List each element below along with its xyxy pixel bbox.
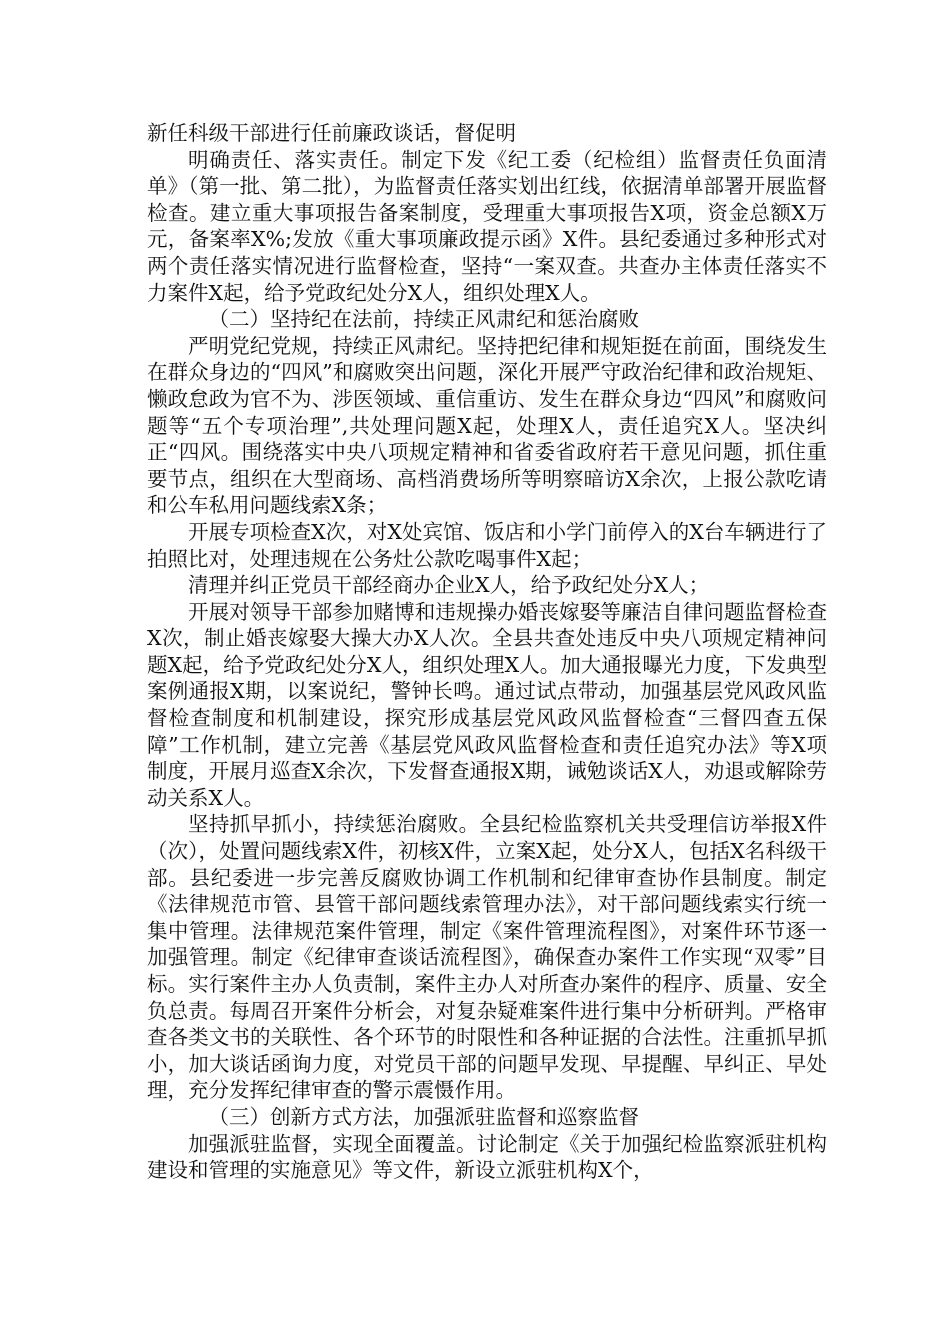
paragraph-1: 明确责任、落实责任。制定下发《纪工委（纪检组）监督责任负面清单》（第一批、第二批），为监督责任落实划出红线，依据清单部署开展监督检查。建立重大事项报告备案制度，受理重大事项报告X项，资金总额X万元，备案率X%;发放《重大事项廉政提示函》X件。县纪委通过多种形式对两个责任落实情况进行监督检查，坚持“一案双查。共查办主体责任落实不力案件X起，给予党政纪处分X人，组织处理X人。 (147, 147, 827, 305)
document-page (147, 120, 827, 1184)
paragraph-5: 清理并纠正党员干部经商办企业X人，给予政纪处分X人； (188, 573, 710, 598)
paragraph-6: 开展对领导干部参加赌博和违规操办婚丧嫁娶等廉洁自律问题监督检查X次，制止婚丧嫁娶大操大办X人次。全县共查处违反中央八项规定精神问题X起，给予党政纪处分X人，组织处理X人。加大通报曝光力度，下发典型案例通报X期，以案说纪，警钟长鸣。通过试点带动，加强基层党风政风监督检查制度和机制建设，探究形成基层党风政风监督检查“三督四查五保障”工作机制，建立完善《基层党风政风监督检查和责任追究办法》等X项制度，开展月巡查X余次，下发督查通报X期，诫勉谈话X人，劝退或解除劳动关系X人。 (147, 599, 827, 810)
paragraph-3: 严明党纪党规，持续正风肃纪。坚持把纪律和规矩挺在前面，围绕发生在群众身边的“四风”和腐败突出问题，深化开展严守政治纪律和政治规矩、懒政怠政为官不为、涉医领域、重信重访、发生在群众身边“四风”和腐败问题等“五个专项治理”,共处理问题X起，处理X人，责任追究X人。坚决纠正“四风。围绕落实中央八项规定精神和省委省政府若干意见问题，抓住重要节点，组织在大型商场、高档消费场所等明察暗访X余次，上报公款吃请和公车私用问题线索X条； (147, 333, 827, 518)
paragraph-7: 坚持抓早抓小，持续惩治腐败。全县纪检监察机关共受理信访举报X件（次），处置问题线索X件，初核X件，立案X起，处分X人，包括X名科级干部。县纪委进一步完善反腐败协调工作机制和纪律审查协作县制度。制定《法律规范市管、县管干部问题线索管理办法》，对干部问题线索实行统一集中管理。法律规范案件管理，制定《案件管理流程图》，对案件环节逐一加强管理。制定《纪律审查谈话流程图》，确保查办案件工作实现“双零”目标。实行案件主办人负责制，案件主办人对所查办案件的程序、质量、安全负总责。每周召开案件分析会，对复杂疑难案件进行集中分析研判。严格审查各类文书的关联性、各个环节的时限性和各种证据的合法性。注重抓早抓小，加大谈话函询力度，对党员干部的问题早发现、早提醒、早纠正、早处理，充分发挥纪律审查的警示震慑作用。 (147, 812, 827, 1103)
section-heading-2: （二）坚持纪在法前，持续正风肃纪和惩治腐败 (208, 307, 639, 332)
paragraph-9: 加强派驻监督，实现全面覆盖。讨论制定《关于加强纪检监察派驻机构建设和管理的实施意见》等文件，新设立派驻机构X个， (147, 1131, 827, 1183)
section-heading-3: （三）创新方式方法，加强派驻监督和巡察监督 (208, 1104, 639, 1129)
paragraph-0: 新任科级干部进行任前廉政谈话，督促明 (147, 121, 516, 145)
paragraph-4: 开展专项检查X次，对X处宾馆、饭店和小学门前停入的X台车辆进行了拍照比对，处理违规在公务灶公款吃喝事件X起； (147, 519, 827, 571)
